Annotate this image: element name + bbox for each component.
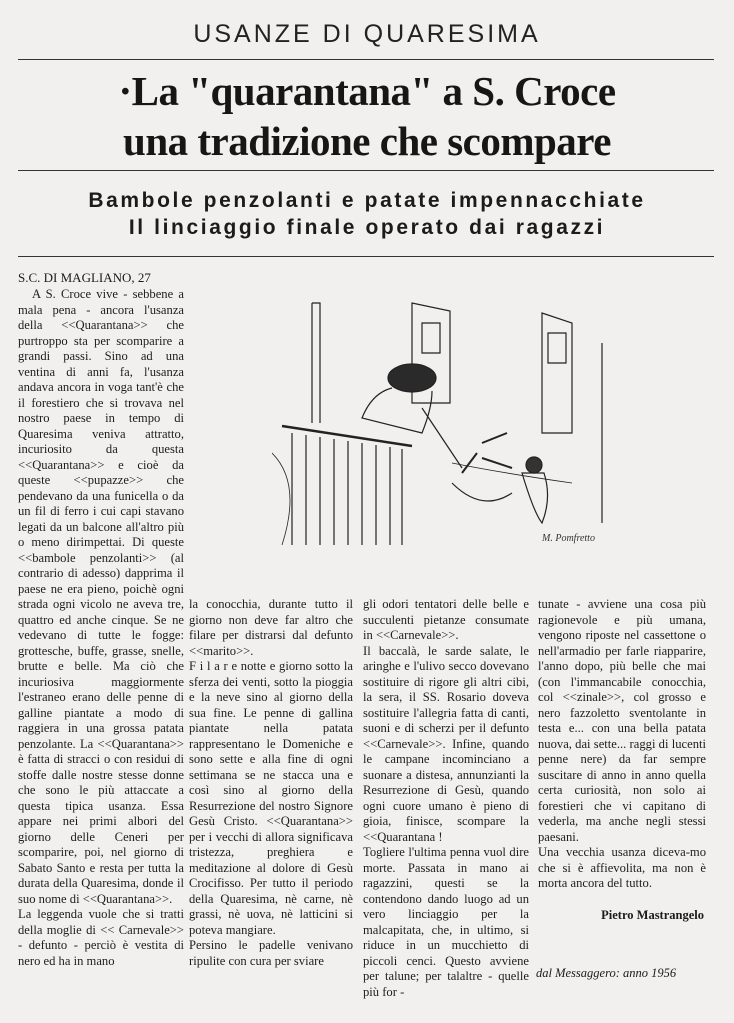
subheadline-line-1: Bambole penzolanti e patate impennacchiate [88,189,646,212]
top-rule [18,59,714,60]
illustration-woman-balcony [272,283,622,548]
author-signature: Pietro Mastrangelo [601,908,704,922]
dateline: S.C. DI MAGLIANO, 27 [18,270,151,285]
source-credit: dal Messaggero: anno 1956 [536,966,677,980]
section-kicker: USANZE DI QUARESIMA [193,20,541,48]
illustration-signature: M. Pomfretto [542,533,595,544]
headline-line-1: ·La "quarantana" a S. Croce [118,68,616,114]
subheadline-rule [18,256,714,257]
headline-line-2: una tradizione che scompare [123,118,611,164]
article-column-3: gli odori tentatori delle belle e succulenti pietanze consumate in <<Carnevale>>. Il baccalà, le sarde salate, le aringhe e l'ulivo secco dovevano sostituire di rigore gli altri cibi, la sera, il SS. Rosario doveva sostituire l'allegria fatta di canti, suoni e di scherzi per il defunto <<Carnevale>>. Infine, quando le campane incominciano a suonare a distesa, annunzianti la Resurrezione di Gesù, quando ogni cuore umano è pieno di gioia, finisce, scompare la <<Quarantana ! Togliere l'ultima penna vuol dire morte. Passata in mano ai ragazzini, questi se la contendono dando luogo ad un vero linciaggio per la malcapitata, che, in ultimo, si riduce in un mucchietto di piccoli cenci. Questo avviene per talune; per talaltre - quelle più for - [363,597,529,999]
subheadline-line-2: Il linciaggio finale operato dai ragazzi [128,216,606,239]
article-column-1: A S. Croce vive - sebbene a mala pena - ancora l'usanza della <<Quarantana>> che purtroppo sta per scomparire a grandi passi. Sino ad una ventina di anni fa, l'usanza andava ancora in voga tant'è che il forestiero che si trovava nel nostro paese in tempo di Quaresima veniva attratto, incuriosito da questa <<Quarantana>> e cioè da queste <<pupazze>> che pendevano da una funicella o da un fil di ferro i cui capi stavano legati da un balcone all'altro più o meno dirimpettai. Di queste <<bambole penzolanti>> (al contrario di adesso) dapprima il paese ne era pieno, poichè ogni strada ogni vicolo ne aveva tre, quattro ed anche cinque. Se ne vedevano di tutte le fogge: grottesche, buffe, grasse, snelle, brutte e belle. Ma ciò che incuriosiva maggiormente l'estraneo erano delle penne di galline piantate a modo di raggiera in una grossa patata penzolante. La <<Quarantana>> è fatta di stracci o con residui di stoffe dalle nostre stesse donne che sono le più attaccate a questa tipica usanza. Essa appare nei primi albori del giorno delle Ceneri per scomparire, poi, nel giorno di Sabato Santo e resta per tutta la durata della Quaresima, donde il suo nome di <<Quarantana>>. La leggenda vuole che si tratti della moglie di << Carnevale>> - defunto - perciò è vestita di nero ed ha in mano [18,287,184,968]
headline-rule [18,170,714,171]
article-column-2: la conocchia, durante tutto il giorno non deve far altro che filare per distrarsi dal defunto <<marito>>. F i l a r e notte e giorno sotto la sferza dei venti, sotto la pioggia e la neve sino al giorno della sua fine. Le penne di gallina piantate nella patata rappresentano le Domeniche e sono sette e alla fine di ogni settimana se ne stacca una e così sino al giorno della Resurrezione del nostro Signore Gesù Cristo. <<Quarantana>> per i vecchi di allora significava tristezza, preghiera e meditazione al dolore di Gesù Crocifisso. Per tutto il periodo della Quaresima, nè carne, nè grassi, nè uova, nè latticini si poteva mangiare. Persino le padelle venivano ripulite con cura per sviare [189,597,353,968]
article-column-4: tunate - avviene una cosa più ragionevole e più umana, vengono riposte nel cassettone o nell'armadio per farle riapparire, l'anno dopo, più belle che mai (con l'immancabile conocchia, col <<zinale>>, col grosso e nero fazzoletto sventolante in testa e... con una bella patata nuova, dai sette... raggi di lucenti penne nere) da far sempre suscitare di anno in anno quella certa curiosità, non solo ai forestieri che vi capitano di vederla, ma anche negli stessi paesani. Una vecchia usanza diceva-mo che si è affievolita, ma non è morta ancora del tutto. [538,597,706,890]
